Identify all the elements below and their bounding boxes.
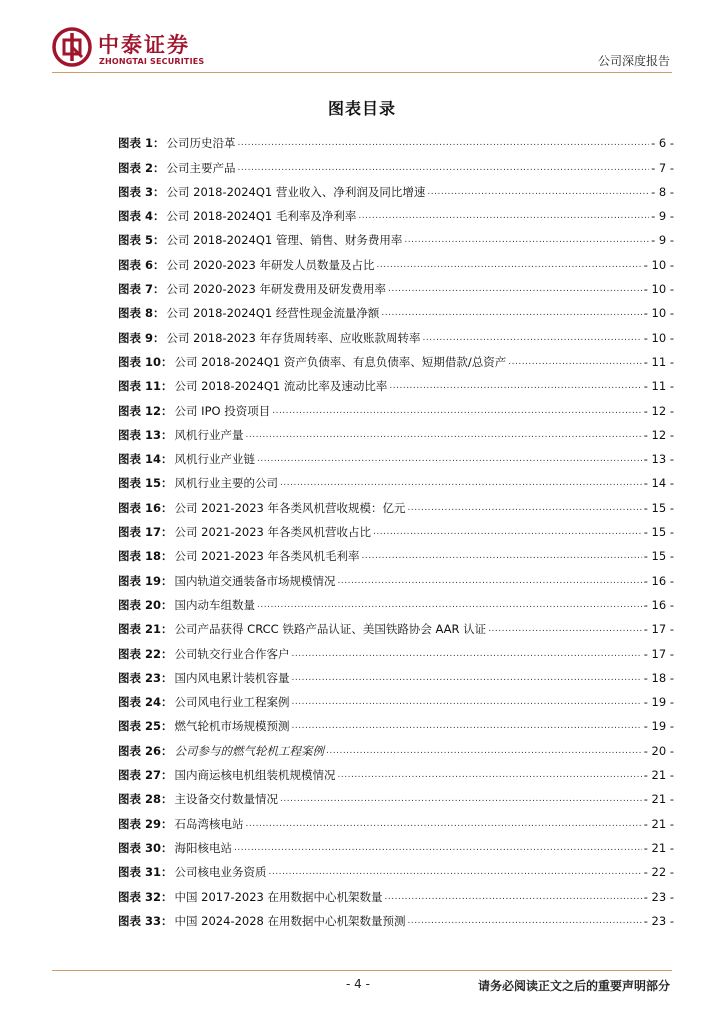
toc-dot-leader [246,428,642,442]
toc-entry-label: 图表 17： [118,525,173,540]
toc-entry[interactable] [118,709,674,733]
header-divider [52,72,672,73]
toc-entry[interactable] [118,175,674,199]
toc-entry-page: - 10 - [643,330,674,345]
toc-dot-leader [381,306,641,320]
toc-entry[interactable] [118,831,674,855]
toc-dot-leader [373,525,642,539]
toc-dot-leader [234,841,642,855]
toc-entry[interactable] [118,418,674,442]
toc-entry-label: 图表 33： [118,913,173,928]
toc-entry-text: 中国 2024-2028 在用数据中心机架数量预测 [174,913,406,928]
toc-dot-leader [423,331,642,345]
toc-entry-text: 风机行业产量 [174,427,244,442]
toc-entry-page: - 21 - [643,792,674,807]
toc-dot-leader [389,379,641,393]
toc-entry-page: - 10 - [643,306,674,321]
toc-entry-text: 公司 2018-2024Q1 资产负债率、有息负债率、短期借款/总资产 [174,354,507,369]
toc-entry-label: 图表 5： [118,233,165,248]
footer-disclaimer: 请务必阅读正文之后的重要声明部分 [477,979,670,993]
page-header [0,0,724,80]
toc-entry[interactable] [118,247,674,271]
toc-entry[interactable] [118,345,674,369]
toc-dot-leader [272,404,642,418]
toc-entry-page: - 16 - [643,573,674,588]
toc-entry-text: 公司风电行业工程案例 [174,695,290,710]
toc-entry[interactable] [118,879,674,903]
toc-dot-leader [488,622,642,636]
toc-entry-text: 海阳核电站 [174,840,233,855]
toc-entry-page: - 21 - [643,816,674,831]
toc-entry-text: 风机行业产业链 [174,452,256,467]
toc-entry-label: 图表 27： [118,768,173,783]
report-type: 公司深度报告 [597,54,670,68]
toc-entry-page: - 15 - [643,525,674,540]
toc-dot-leader [427,185,649,199]
toc-entry-page: - 23 - [643,889,674,904]
toc-entry-page: - 17 - [643,646,674,661]
toc-entry-label: 图表 11： [118,379,173,394]
toc-entry-page: - 21 - [643,768,674,783]
toc-entry-page: - 9 - [651,233,674,248]
toc-dot-leader [404,233,649,247]
toc-entry[interactable] [118,563,674,587]
toc-entry-page: - 7 - [651,160,674,175]
toc-title: 图表目录 [327,99,396,118]
toc-entry-text: 石岛湾核电站 [174,816,244,831]
toc-entry-page: - 10 - [643,257,674,272]
toc-entry-label: 图表 21： [118,622,173,637]
toc-entry-text: 国内商运核电机组装机规模情况 [174,768,336,783]
toc-dot-leader [257,452,642,466]
toc-entry-page: - 19 - [643,695,674,710]
toc-entry[interactable] [118,758,674,782]
toc-entry[interactable] [118,369,674,393]
toc-dot-leader [292,719,642,733]
toc-entry-page: - 18 - [643,670,674,685]
toc-entry-text: 公司参与的燃气轮机工程案例 [174,743,325,758]
toc-entry-page: - 16 - [643,597,674,612]
toc-entry-text: 公司 2021-2023 年各类风机营收占比 [174,525,372,540]
toc-entry-text: 公司 IPO 投资项目 [174,403,271,418]
toc-entry-label: 图表 8： [118,306,165,321]
toc-entry[interactable] [118,904,674,928]
toc-entry-text: 公司历史沿革 [166,136,236,151]
toc-entry[interactable] [118,612,674,636]
toc-entry-label: 图表 28： [118,792,173,807]
toc-entry-text: 公司主要产品 [166,160,236,175]
toc-entry-page: - 14 - [643,476,674,491]
toc-entry-text: 公司 2018-2024Q1 毛利率及净利率 [166,209,357,224]
toc-entry-text: 公司 2020-2023 年研发费用及研发费用率 [166,282,387,297]
toc-list [118,126,674,928]
toc-entry[interactable] [118,126,674,150]
zhongtai-logo-icon [52,27,92,67]
toc-dot-leader [246,817,642,831]
toc-entry[interactable] [118,515,674,539]
toc-entry-page: - 12 - [643,427,674,442]
brand-name-en: ZHONGTAI SECURITIES [99,57,205,66]
toc-entry-label: 图表 19： [118,573,173,588]
toc-entry-label: 图表 14： [118,452,173,467]
toc-dot-leader [362,549,642,563]
toc-entry-text: 公司 2021-2023 年各类风机营收规模：亿元 [174,500,406,515]
toc-entry-text: 公司产品获得 CRCC 铁路产品认证、美国铁路协会 AAR 认证 [174,622,487,637]
toc-entry[interactable] [118,733,674,757]
toc-entry-page: - 10 - [643,282,674,297]
toc-entry-text: 国内动车组数量 [174,597,256,612]
toc-entry[interactable] [118,296,674,320]
toc-entry-label: 图表 26： [118,743,173,758]
toc-dot-leader [238,161,650,175]
toc-entry[interactable] [118,490,674,514]
toc-dot-leader [338,574,642,588]
toc-entry-text: 燃气轮机市场规模预测 [174,719,290,734]
toc-dot-leader [238,136,650,150]
footer-divider [52,970,672,971]
toc-entry[interactable] [118,393,674,417]
toc-entry-page: - 15 - [643,549,674,564]
toc-entry-label: 图表 23： [118,670,173,685]
toc-entry-label: 图表 3： [118,184,165,199]
toc-entry-label: 图表 31： [118,865,173,880]
toc-entry-label: 图表 1： [118,136,165,151]
toc-entry[interactable] [118,466,674,490]
toc-entry-label: 图表 22： [118,646,173,661]
toc-dot-leader [408,914,642,928]
toc-entry-text: 公司 2018-2023 年存货周转率、应收账款周转率 [166,330,421,345]
toc-dot-leader [358,209,649,223]
toc-dot-leader [292,695,642,709]
toc-dot-leader [292,647,642,661]
toc-entry-page: - 9 - [651,209,674,224]
toc-entry[interactable] [118,539,674,563]
toc-dot-leader [388,282,642,296]
toc-entry-label: 图表 4： [118,209,165,224]
toc-entry-text: 公司 2018-2024Q1 流动比率及速动比率 [174,379,388,394]
toc-dot-leader [408,501,642,515]
toc-dot-leader [326,744,642,758]
toc-entry-label: 图表 24： [118,695,173,710]
toc-entry-label: 图表 15： [118,476,173,491]
toc-entry-page: - 17 - [643,622,674,637]
toc-entry[interactable] [118,199,674,223]
toc-entry-page: - 13 - [643,452,674,467]
page-number: - 4 - [346,977,370,991]
toc-entry-page: - 23 - [643,913,674,928]
toc-entry-label: 图表 12： [118,403,173,418]
toc-entry-text: 国内风电累计装机容量 [174,670,290,685]
toc-entry-label: 图表 2： [118,160,165,175]
toc-dot-leader [385,890,642,904]
toc-entry-text: 公司 2018-2024Q1 管理、销售、财务费用率 [166,233,403,248]
toc-entry-label: 图表 18： [118,549,173,564]
toc-entry-label: 图表 25： [118,719,173,734]
toc-entry-page: - 21 - [643,840,674,855]
toc-entry[interactable] [118,150,674,174]
toc-entry-text: 中国 2017-2023 在用数据中心机架数量 [174,889,383,904]
toc-entry[interactable] [118,320,674,344]
toc-entry-page: - 20 - [643,743,674,758]
toc-entry[interactable] [118,806,674,830]
toc-entry[interactable] [118,223,674,247]
toc-entry-text: 公司核电业务资质 [174,865,267,880]
toc-entry-text: 公司轨交行业合作客户 [174,646,290,661]
toc-entry-text: 公司 2018-2024Q1 营业收入、净利润及同比增速 [166,184,426,199]
brand-name-cn: 中泰证券 [98,33,190,57]
toc-entry-text: 公司 2021-2023 年各类风机毛利率 [174,549,360,564]
toc-entry-label: 图表 32： [118,889,173,904]
toc-entry-page: - 22 - [643,865,674,880]
toc-entry-label: 图表 13： [118,427,173,442]
toc-entry-page: - 19 - [643,719,674,734]
toc-dot-leader [292,671,642,685]
toc-entry[interactable] [118,442,674,466]
toc-entry-label: 图表 6： [118,257,165,272]
toc-dot-leader [280,792,642,806]
toc-entry-text: 主设备交付数量情况 [174,792,279,807]
toc-entry-page: - 11 - [643,354,674,369]
toc-entry-label: 图表 10： [118,354,173,369]
toc-entry-text: 公司 2018-2024Q1 经营性现金流量净额 [166,306,380,321]
toc-entry[interactable] [118,588,674,612]
toc-entry-label: 图表 30： [118,840,173,855]
toc-entry-label: 图表 16： [118,500,173,515]
toc-entry[interactable] [118,685,674,709]
toc-dot-leader [508,355,642,369]
toc-entry-label: 图表 7： [118,282,165,297]
toc-entry-label: 图表 29： [118,816,173,831]
toc-entry-label: 图表 20： [118,597,173,612]
toc-entry-text: 国内轨道交通装备市场规模情况 [174,573,336,588]
toc-entry-page: - 11 - [643,379,674,394]
toc-entry-page: - 15 - [643,500,674,515]
toc-entry[interactable] [118,855,674,879]
toc-dot-leader [377,258,642,272]
toc-entry-text: 风机行业主要的公司 [174,476,279,491]
toc-entry-page: - 12 - [643,403,674,418]
toc-entry[interactable] [118,661,674,685]
toc-entry[interactable] [118,272,674,296]
toc-dot-leader [269,865,642,879]
toc-entry-page: - 8 - [651,184,674,199]
toc-entry[interactable] [118,782,674,806]
toc-dot-leader [338,768,642,782]
toc-entry-text: 公司 2020-2023 年研发人员数量及占比 [166,257,375,272]
toc-entry-label: 图表 9： [118,330,165,345]
toc-dot-leader [280,476,642,490]
toc-entry-page: - 6 - [651,136,674,151]
toc-dot-leader [257,598,642,612]
toc-entry[interactable] [118,636,674,660]
